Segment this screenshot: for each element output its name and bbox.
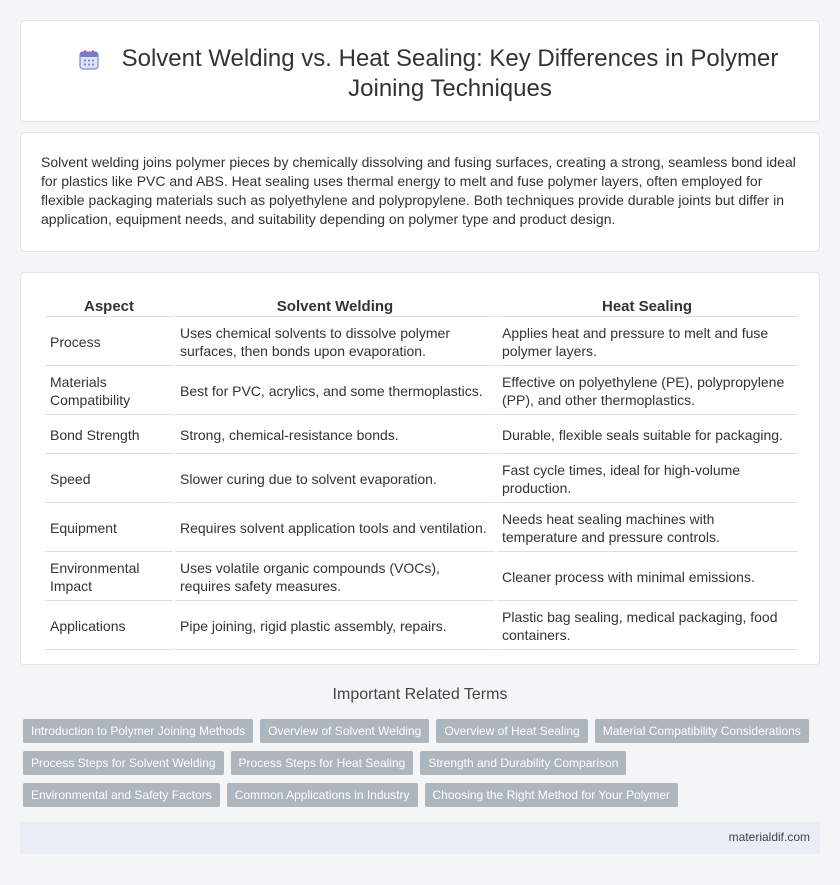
header-card xyxy=(20,20,820,122)
cell-aspect: Speed xyxy=(45,456,173,503)
table-row xyxy=(45,319,797,366)
tag-link[interactable]: Common Applications in Industry xyxy=(227,783,418,807)
page-title: Solvent Welding vs. Heat Sealing: Key Differences in Polymer Joining Techniques xyxy=(121,45,779,102)
cell-heat-sealing: Applies heat and pressure to melt and fuse polymer layers. xyxy=(497,319,797,366)
footer xyxy=(20,822,820,854)
tag-link[interactable]: Overview of Solvent Welding xyxy=(260,719,429,743)
cell-heat-sealing: Effective on polyethylene (PE), polypropylene (PP), and other thermoplastics. xyxy=(497,368,797,415)
table-header-row xyxy=(45,295,797,317)
cell-solvent-welding: Best for PVC, acrylics, and some thermoplastics. xyxy=(175,368,495,415)
cell-solvent-welding: Requires solvent application tools and ventilation. xyxy=(175,505,495,552)
tag-link[interactable]: Strength and Durability Comparison xyxy=(420,751,626,775)
comparison-table-card xyxy=(20,272,820,665)
cell-heat-sealing: Cleaner process with minimal emissions. xyxy=(497,554,797,601)
cell-solvent-welding: Uses chemical solvents to dissolve polymer surfaces, then bonds upon evaporation. xyxy=(175,319,495,366)
cell-solvent-welding: Uses volatile organic compounds (VOCs), requires safety measures. xyxy=(175,554,495,601)
tag-row xyxy=(23,751,823,775)
tag-row xyxy=(23,783,823,807)
cell-aspect: Applications xyxy=(45,603,173,650)
intro-paragraph: Solvent welding joins polymer pieces by chemically dissolving and fusing surfaces, creating a strong, seamless bond ideal for plastics like PVC and ABS. Heat sealing uses thermal energy to melt and fuse polymer layers, often employed for flexible packaging materials such as polyethylene and polypropylene. Both techniques provide durable joints but differ in application, equipment needs, and suitability depending on polymer type and product design. xyxy=(41,154,796,227)
footer-site-link[interactable]: materialdif.com xyxy=(728,830,810,844)
cell-solvent-welding: Slower curing due to solvent evaporation. xyxy=(175,456,495,503)
cell-solvent-welding: Strong, chemical-resistance bonds. xyxy=(175,417,495,454)
cell-aspect: Materials Compatibility xyxy=(45,368,173,415)
related-terms-tags xyxy=(23,719,823,815)
tag-link[interactable]: Process Steps for Heat Sealing xyxy=(231,751,414,775)
header-heat-sealing: Heat Sealing xyxy=(497,295,797,317)
tag-link[interactable]: Environmental and Safety Factors xyxy=(23,783,220,807)
cell-solvent-welding: Pipe joining, rigid plastic assembly, repairs. xyxy=(175,603,495,650)
table-row xyxy=(45,368,797,415)
table-row xyxy=(45,603,797,650)
tag-link[interactable]: Choosing the Right Method for Your Polymer xyxy=(425,783,678,807)
header-solvent-welding: Solvent Welding xyxy=(175,295,495,317)
tag-row xyxy=(23,719,823,743)
table-row xyxy=(45,417,797,454)
cell-aspect: Process xyxy=(45,319,173,366)
cell-heat-sealing: Plastic bag sealing, medical packaging, food containers. xyxy=(497,603,797,650)
table-row xyxy=(45,554,797,601)
tag-link[interactable]: Overview of Heat Sealing xyxy=(436,719,587,743)
comparison-table xyxy=(43,293,799,652)
header-aspect: Aspect xyxy=(45,295,173,317)
cell-aspect: Environmental Impact xyxy=(45,554,173,601)
tag-link[interactable]: Process Steps for Solvent Welding xyxy=(23,751,224,775)
cell-aspect: Equipment xyxy=(45,505,173,552)
intro-card xyxy=(20,132,820,252)
cell-aspect: Bond Strength xyxy=(45,417,173,454)
cell-heat-sealing: Needs heat sealing machines with temperature and pressure controls. xyxy=(497,505,797,552)
cell-heat-sealing: Durable, flexible seals suitable for packaging. xyxy=(497,417,797,454)
calendar-icon xyxy=(78,49,100,71)
table-row xyxy=(45,456,797,503)
tag-link[interactable]: Introduction to Polymer Joining Methods xyxy=(23,719,253,743)
tag-link[interactable]: Material Compatibility Considerations xyxy=(595,719,809,743)
table-row xyxy=(45,505,797,552)
related-terms-title: Important Related Terms xyxy=(332,686,508,703)
cell-heat-sealing: Fast cycle times, ideal for high-volume production. xyxy=(497,456,797,503)
